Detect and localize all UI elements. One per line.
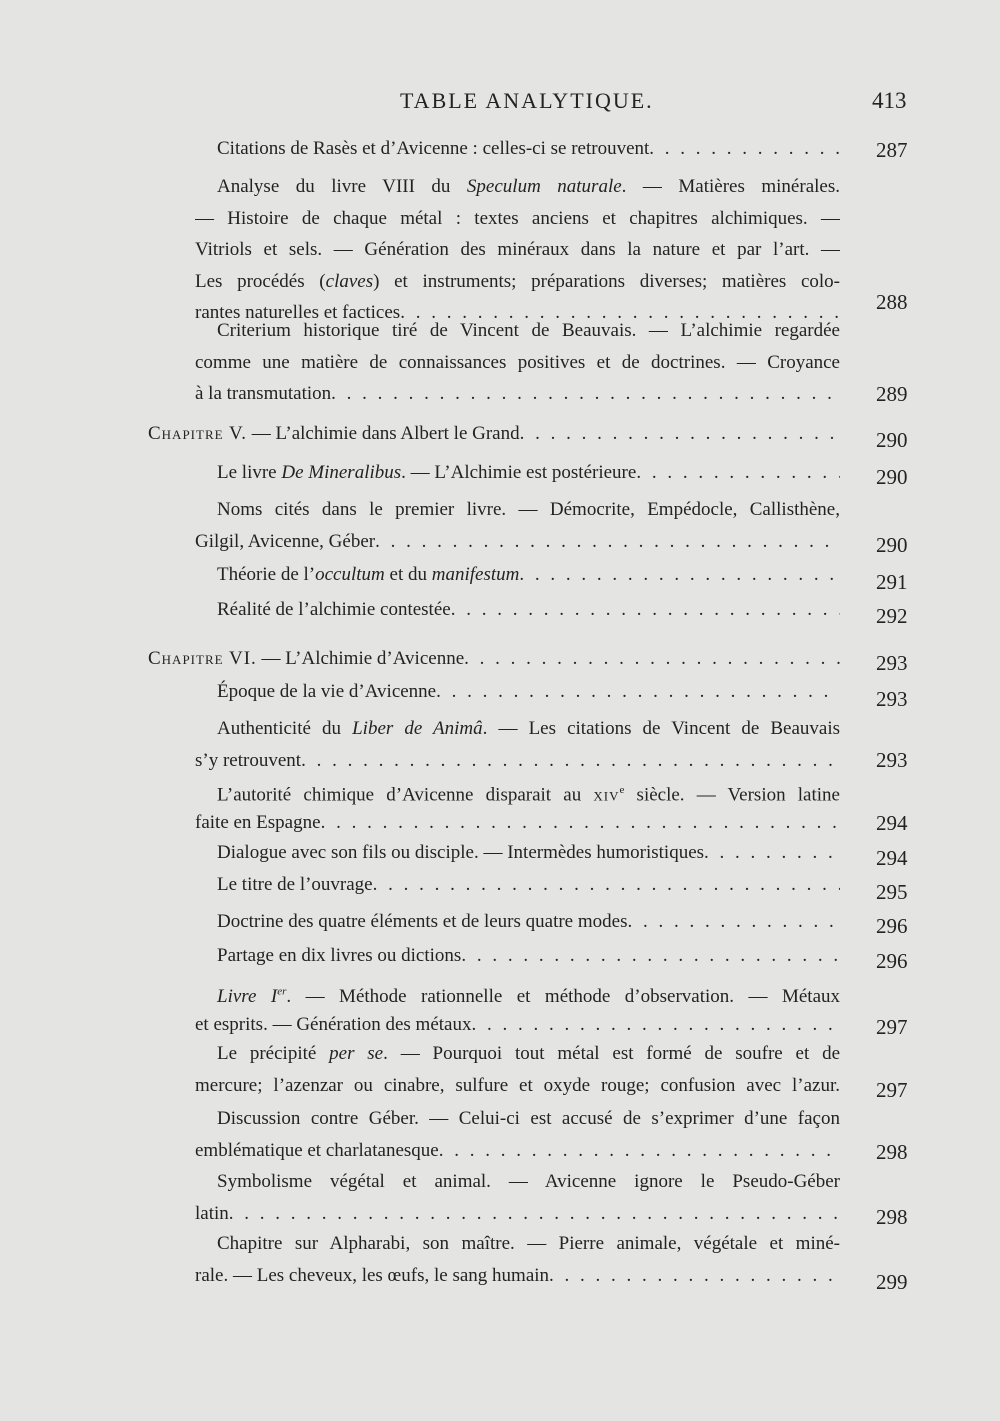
toc-entry: L’autorité chimique d’Avicenne disparait au xiv$^e$ siècle. — Version latine faite en Espagne . . . [195,775,840,838]
toc-page-number: 290 [876,465,908,489]
toc-entry: Dialogue avec son fils ou disciple. — Intermèdes humoristiques . . . [195,837,840,869]
toc-entry: Analyse du livre VIII du Speculum naturale. — Matières minérales. — Histoire de chaque métal : textes anciens et chapitres alchimiques. — Vitriols et sels. — Génération des minéraux dans la nature et par l’art. — Les procédés (claves) et instruments; préparations diverses; matières colo- rantes naturelles et factices . . . [195,171,840,329]
toc-page-number: 293 [876,687,908,711]
toc-page-number: 288 [876,290,908,314]
toc-page-number: 293 [876,651,908,675]
toc-entry: Partage en dix livres ou dictions . . . [195,940,840,972]
toc-page-number: 298 [876,1140,908,1164]
toc-page-number: 289 [876,382,908,406]
toc-page-number: 294 [876,811,908,835]
chapter-entry: Chapitre V. — L’alchimie dans Albert le Grand . . . [148,418,840,450]
toc-page-number: 290 [876,428,908,452]
header-page-number: 413 [872,88,907,113]
toc-entry: Doctrine des quatre éléments et de leurs quatre modes . . . [195,906,840,938]
toc-entry: Réalité de l’alchimie contestée . . . [195,594,840,626]
toc-entry: Le livre De Mineralibus. — L’Alchimie est postérieure . . . [195,457,840,489]
chapter-entry: Chapitre VI. — L’Alchimie d’Avicenne . . . [148,643,840,675]
toc-entry: Théorie de l’occultum et du manifestum . . . [195,559,840,591]
toc-page-number: 299 [876,1270,908,1294]
toc-entry: Le précipité per se. — Pourquoi tout métal est formé de soufre et de mercure; l’azenzar ou cinabre, sulfure et oxyde rouge; confusion avec l’azur. [195,1043,840,1096]
toc-page-number: 298 [876,1205,908,1229]
toc-entry: Époque de la vie d’Avicenne . . . [195,676,840,708]
toc-entry: Citations de Rasès et d’Avicenne : celles-ci se retrouvent . . . [195,133,840,165]
toc-page-number: 295 [876,880,908,904]
chapter-label: Chapitre VI. [148,648,257,669]
toc-entry: Le titre de l’ouvrage . . . [195,869,840,901]
toc-page-number: 287 [876,138,908,162]
toc-page-number: 294 [876,846,908,870]
toc-entry: Livre Ier. — Méthode rationnelle et méthode d’observation. — Métaux et esprits. — Génération des métaux . . . [195,977,840,1040]
toc-page-number: 290 [876,533,908,557]
toc-page-number: 291 [876,570,908,594]
toc-page-number: 296 [876,949,908,973]
toc-entry: Noms cités dans le premier livre. — Démocrite, Empédocle, Callisthène, Gilgil, Avicenne, Géber . . . [195,494,840,557]
chapter-label: Chapitre V. [148,423,247,444]
running-header [0,88,1000,122]
toc-entry: Criterium historique tiré de Vincent de Beauvais. — L’alchimie regardée comme une matière de connaissances positives et de doctrines. — Croyance à la transmutation . . . [195,315,840,410]
toc-page-number: 293 [876,748,908,772]
toc-page-number: 297 [876,1015,908,1039]
toc-page-number: 297 [876,1078,908,1102]
toc-page-number: 296 [876,914,908,938]
toc-entry: Chapitre sur Alpharabi, son maître. — Pierre animale, végétale et miné- rale. — Les cheveux, les œufs, le sang humain . . . [195,1228,840,1291]
toc-page-number: 292 [876,604,908,628]
toc-entry: Symbolisme végétal et animal. — Avicenne ignore le Pseudo-Géber latin . . . [195,1166,840,1229]
header-title: TABLE ANALYTIQUE. [400,88,654,113]
toc-entry: Discussion contre Géber. — Celui-ci est accusé de s’exprimer d’une façon emblématique et charlatanesque . . . [195,1103,840,1166]
toc-entry: Authenticité du Liber de Animâ. — Les citations de Vincent de Beauvais s’y retrouvent . . . [195,713,840,776]
